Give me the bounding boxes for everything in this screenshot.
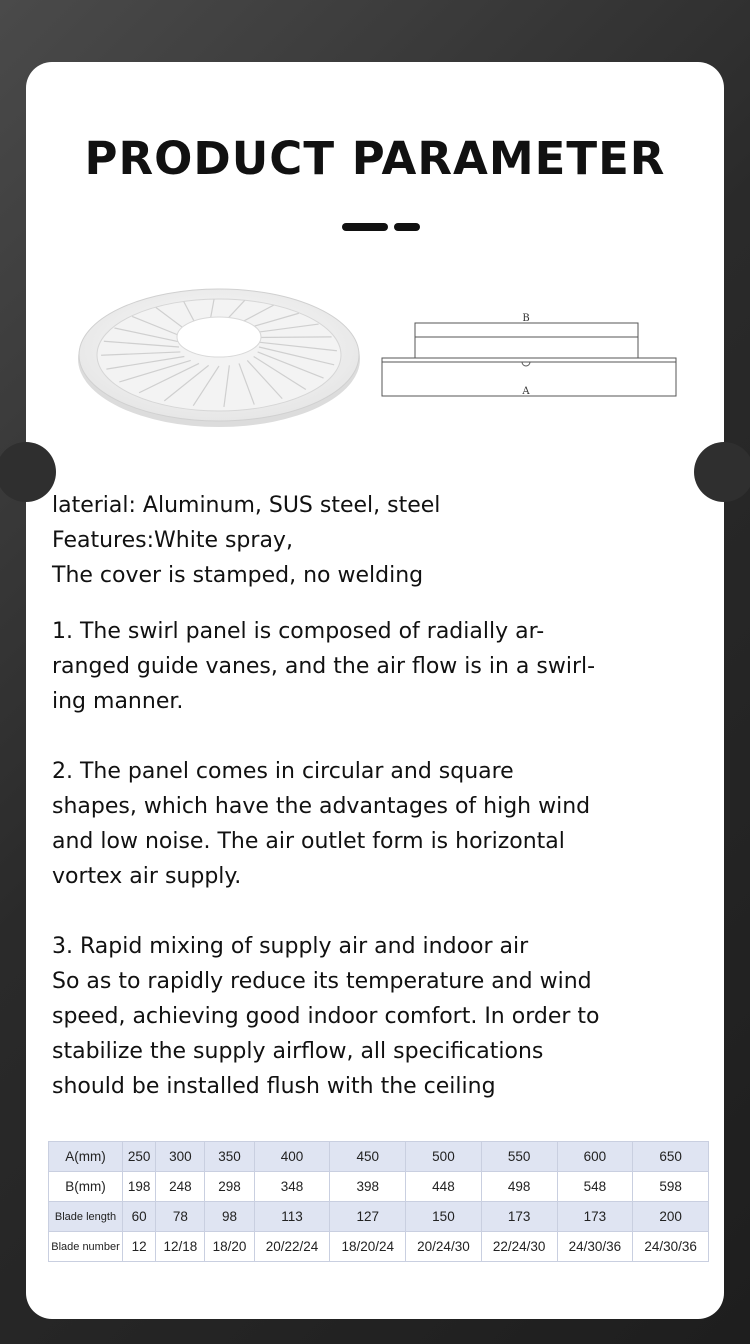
paragraph-line: 2. The panel comes in circular and square xyxy=(52,759,514,784)
table-cell: 550 xyxy=(481,1142,557,1172)
paragraph-line: So as to rapidly reduce its temperature and wind xyxy=(52,969,592,994)
table-cell: 20/24/30 xyxy=(406,1232,482,1262)
table-cell: 548 xyxy=(557,1172,633,1202)
paragraph-line: ranged guide vanes, and the air flow is in a swirl- xyxy=(52,654,596,679)
row-label-blade-length: Blade length xyxy=(49,1202,123,1232)
paragraph-line: vortex air supply. xyxy=(52,864,242,889)
page-title: PRODUCT PARAMETER xyxy=(84,132,666,185)
dimension-drawing xyxy=(380,310,680,402)
table-cell: 18/20 xyxy=(205,1232,254,1262)
swirl-diffuser-image xyxy=(76,287,366,437)
table-row-blade-number xyxy=(49,1232,709,1262)
table-cell: 448 xyxy=(406,1172,482,1202)
table-cell: 20/22/24 xyxy=(254,1232,330,1262)
spec-line-cover: The cover is stamped, no welding xyxy=(52,563,424,588)
paragraph-line: stabilize the supply airflow, all specifications xyxy=(52,1039,544,1064)
table-row-b xyxy=(49,1172,709,1202)
table-cell: 22/24/30 xyxy=(481,1232,557,1262)
table-cell: 250 xyxy=(123,1142,156,1172)
table-cell: 650 xyxy=(633,1142,709,1172)
content-card xyxy=(26,62,724,1319)
table-cell: 600 xyxy=(557,1142,633,1172)
table-cell: 348 xyxy=(254,1172,330,1202)
diffuser-vane xyxy=(254,337,332,338)
table-cell: 500 xyxy=(406,1142,482,1172)
row-label-b: B(mm) xyxy=(49,1172,123,1202)
table-cell: 400 xyxy=(254,1142,330,1172)
title-divider-short xyxy=(394,223,420,231)
table-cell: 300 xyxy=(156,1142,205,1172)
table-cell: 450 xyxy=(330,1142,406,1172)
paragraph-line: speed, achieving good indoor comfort. In order to xyxy=(52,1004,600,1029)
paragraph-3 xyxy=(52,929,712,1104)
dimension-label-b: B xyxy=(522,313,530,324)
table-cell: 18/20/24 xyxy=(330,1232,406,1262)
table-cell: 350 xyxy=(205,1142,254,1172)
table-cell: 12/18 xyxy=(156,1232,205,1262)
paragraph-line: shapes, which have the advantages of high wind xyxy=(52,794,591,819)
table-cell: 24/30/36 xyxy=(633,1232,709,1262)
row-label-a: A(mm) xyxy=(49,1142,123,1172)
paragraph-2 xyxy=(52,754,712,894)
table-row-blade-length xyxy=(49,1202,709,1232)
paragraph-line: and low noise. The air outlet form is horizontal xyxy=(52,829,565,854)
title-divider-long xyxy=(342,223,388,231)
table-cell: 113 xyxy=(254,1202,330,1232)
table-cell: 498 xyxy=(481,1172,557,1202)
table-cell: 173 xyxy=(481,1202,557,1232)
paragraph-line: should be installed flush with the ceiling xyxy=(52,1074,496,1099)
table-cell: 150 xyxy=(406,1202,482,1232)
paragraph-1 xyxy=(52,614,712,719)
table-cell: 24/30/36 xyxy=(557,1232,633,1262)
paragraph-line: 3. Rapid mixing of supply air and indoor air xyxy=(52,934,529,959)
table-cell: 173 xyxy=(557,1202,633,1232)
table-cell: 127 xyxy=(330,1202,406,1232)
material-spec xyxy=(52,488,712,593)
dimension-label-a: A xyxy=(522,386,530,397)
card-notch-left xyxy=(0,442,56,502)
table-cell: 60 xyxy=(123,1202,156,1232)
table-cell: 98 xyxy=(205,1202,254,1232)
table-cell: 598 xyxy=(633,1172,709,1202)
table-cell: 398 xyxy=(330,1172,406,1202)
table-cell: 78 xyxy=(156,1202,205,1232)
parameter-table xyxy=(48,1141,709,1262)
table-cell: 12 xyxy=(123,1232,156,1262)
table-cell: 298 xyxy=(205,1172,254,1202)
table-cell: 198 xyxy=(123,1172,156,1202)
paragraph-line: ing manner. xyxy=(52,689,184,714)
spec-line-material: laterial: Aluminum, SUS steel, steel xyxy=(52,493,441,518)
spec-line-features: Features:White spray, xyxy=(52,528,293,553)
row-label-blade-number: Blade number xyxy=(49,1232,123,1262)
table-cell: 248 xyxy=(156,1172,205,1202)
paragraph-line: 1. The swirl panel is composed of radially ar- xyxy=(52,619,545,644)
table-cell: 200 xyxy=(633,1202,709,1232)
table-row-a xyxy=(49,1142,709,1172)
